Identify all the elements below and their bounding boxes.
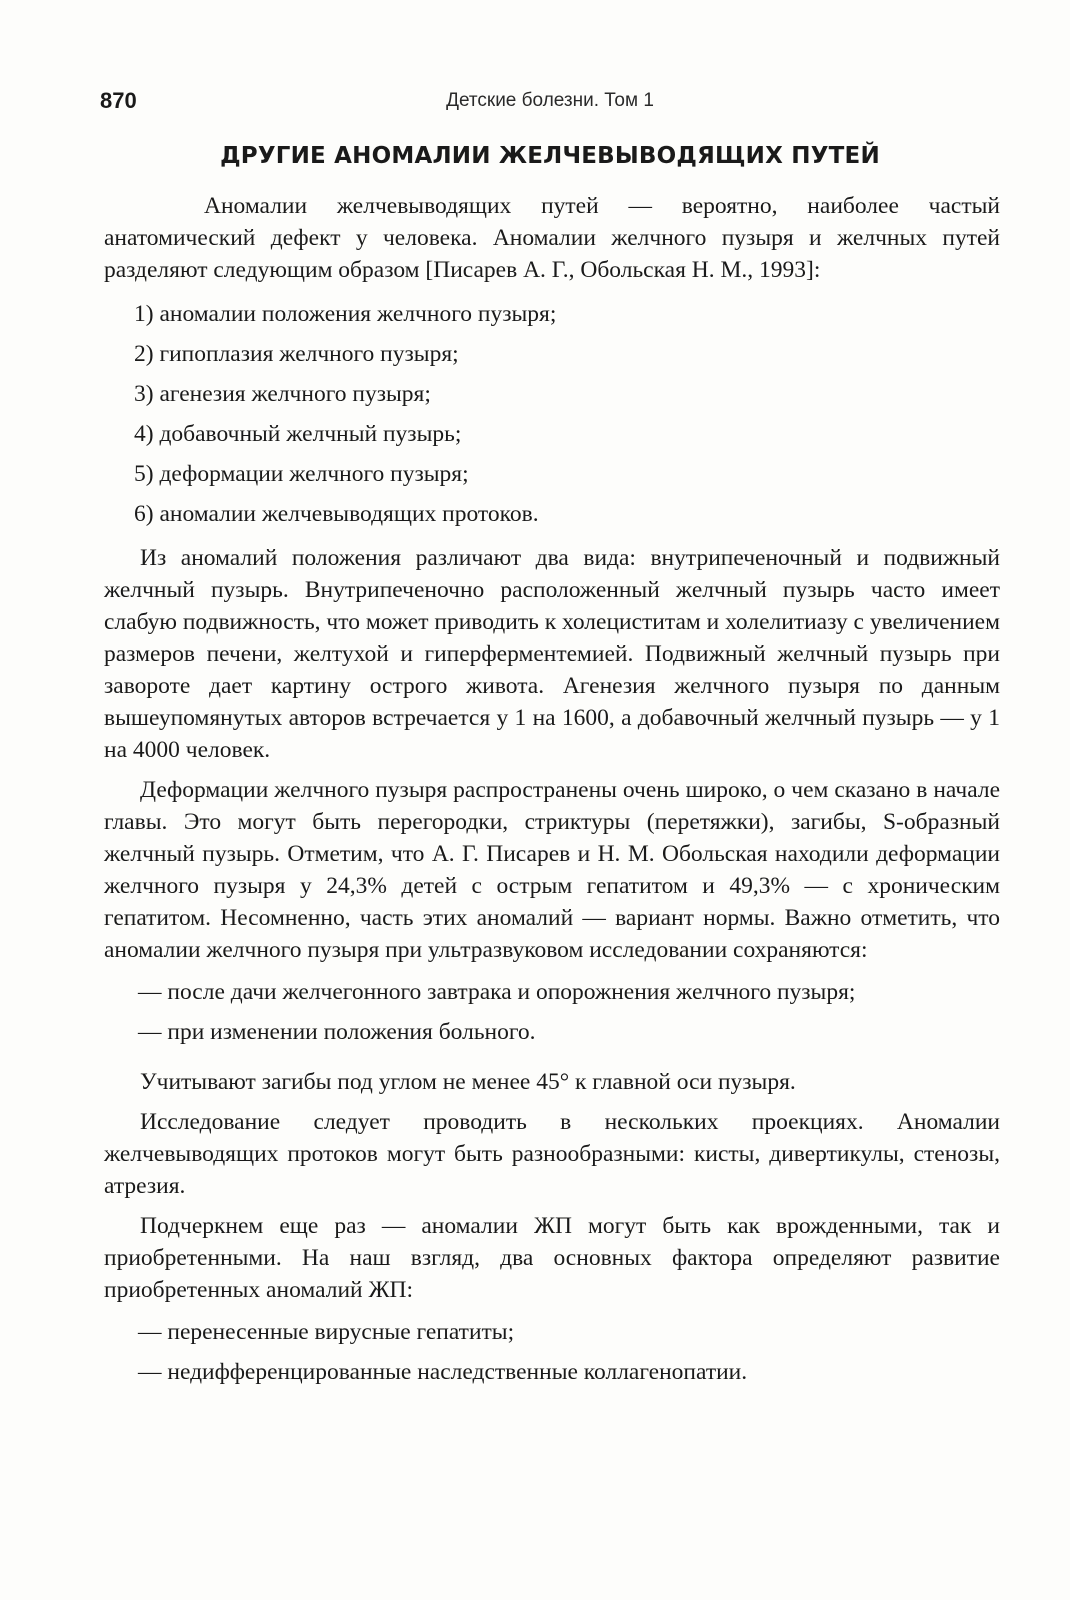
acquired-paragraph: Подчеркнем еще раз — аномалии ЖП могут быть как врожденными, так и приобретенными. На наш взгляд, два основных фактора определяют развитие приобретенных аномалий ЖП: bbox=[104, 1213, 1000, 1303]
deformations-paragraph: Деформации желчного пузыря распространены очень широко, о чем сказано в начале главы. Это могут быть перегородки, стриктуры (перетяжки), загибы, S-образный желчный пузырь. Отметим, что А. Г. Писарев и Н. М. Обольская находили деформации желчного пузыря у 24,3% детей с острым гепатитом и 49,3% — с хроническим гепатитом. Несомненно, часть этих аномалий — вариант нормы. Важно отметить, что аномалии желчного пузыря при ультразвуковом исследовании сохраняются: bbox=[104, 777, 1000, 963]
list-item: 2) гипоплазия желчного пузыря; bbox=[134, 341, 459, 367]
position-paragraph: Из аномалий положения различают два вида: внутрипеченочный и подвижный желчный пузырь. Внутрипеченочно расположенный желчный пузырь часто имеет слабую подвижность, что может приводить к холециститам и холелитиазу с увеличением размеров печени, желтухой и гиперферментемией. Подвижный желчный пузырь при завороте дает картину острого живота. Агенезия желчного пузыря по данным вышеупомянутых авторов встречается у 1 на 1600, а добавочный желчный пузырь — у 1 на 4000 человек. bbox=[104, 545, 1000, 763]
section-title: ДРУГИЕ АНОМАЛИИ ЖЕЛЧЕВЫВОДЯЩИХ ПУТЕЙ bbox=[220, 143, 880, 169]
list-item: 5) деформации желчного пузыря; bbox=[134, 461, 469, 487]
factors-list bbox=[104, 1312, 1000, 1392]
running-head bbox=[100, 88, 1000, 118]
bends-paragraph: Учитывают загибы под углом не менее 45° к главной оси пузыря. bbox=[140, 1069, 796, 1095]
list-item: 3) агенезия желчного пузыря; bbox=[134, 381, 431, 407]
list-item: 4) добавочный желчный пузырь; bbox=[134, 421, 462, 447]
page-number: 870 bbox=[100, 88, 137, 113]
body-text bbox=[104, 190, 1000, 1392]
persist-list bbox=[104, 972, 1000, 1052]
list-item: — недифференцированные наследственные коллагенопатии. bbox=[138, 1359, 748, 1385]
projections-paragraph: Исследование следует проводить в нескольких проекциях. Аномалии желчевыводящих протоков могут быть разнообразными: кисты, дивертикулы, стенозы, атрезия. bbox=[104, 1109, 1000, 1199]
list-item: 6) аномалии желчевыводящих протоков. bbox=[134, 501, 539, 527]
list-item: — при изменении положения больного. bbox=[138, 1019, 536, 1045]
list-item: 1) аномалии положения желчного пузыря; bbox=[134, 301, 557, 327]
list-item: — перенесенные вирусные гепатиты; bbox=[138, 1319, 515, 1345]
intro-paragraph: Аномалии желчевыводящих путей — вероятно, наиболее частый анатомический дефект у человека. Аномалии желчного пузыря и желчных путей разделяют следующим образом [Писарев А. Г., Обольская Н. М., 1993]: bbox=[104, 193, 1000, 283]
list-item: — после дачи желчегонного завтрака и опорожнения желчного пузыря; bbox=[138, 979, 856, 1005]
running-title: Детские болезни. Том 1 bbox=[446, 90, 654, 111]
anomaly-list bbox=[104, 294, 1000, 534]
